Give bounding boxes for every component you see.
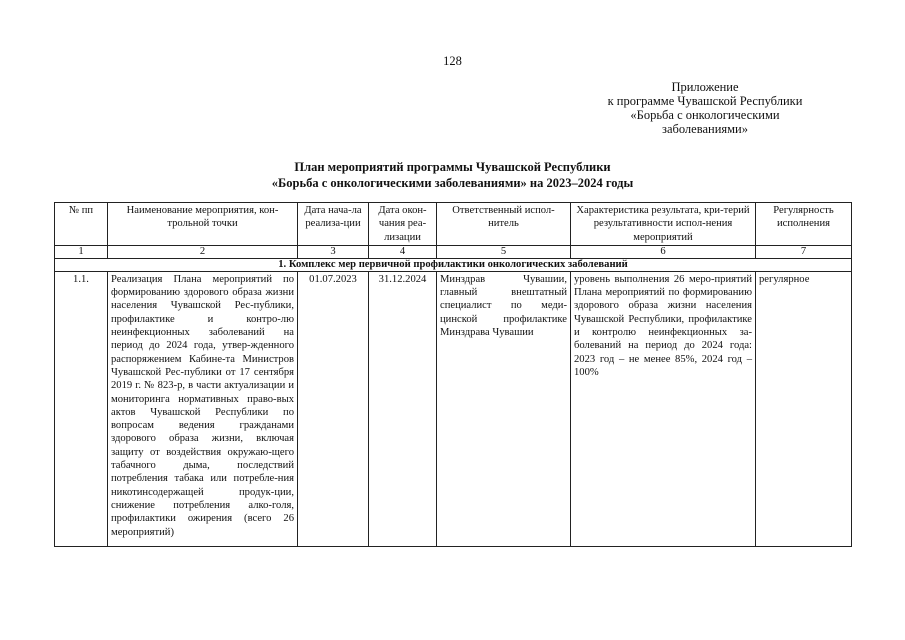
appendix-note xyxy=(575,80,835,136)
page-number: 128 xyxy=(443,54,462,68)
column-number: 3 xyxy=(298,245,369,258)
row-activity-name: Реализация Плана мероприятий по формированию здорового образа жизни населения Чувашской Рес-публики, профилактике и контро-лю неинфекционных заболеваний на период до 2024 года, утвер-жденного распоряжением Кабине-та Министров Чувашской Рес-публики от 17 сентября 2019 г. № 823-р, в части актуализации и мониторинга нормативных право-вых актов Чувашской Республики по вопросам ведения гражданами здорового образа жизни, включая защиту от воздействия окружаю-щего табачного дыма, последствий потребления табака или потребле-ния никотинсодержащей продук-ции, снижение потребления алко-голя, профилактики ожирения (всего 26 мероприятий) xyxy=(108,271,298,539)
document-title xyxy=(0,159,905,191)
appendix-line-1: Приложение xyxy=(671,80,739,94)
document-title-line-2: «Борьба с онкологическими заболеваниями» на 2023–2024 годы xyxy=(271,176,634,190)
row-end-date: 31.12.2024 xyxy=(369,271,437,539)
header-regularity: Регулярность исполнения xyxy=(756,203,852,246)
column-number-row xyxy=(55,245,852,258)
table-row-continuation xyxy=(55,540,852,547)
section-title: 1. Комплекс мер первичной профилактики онкологических заболеваний xyxy=(55,258,852,271)
column-number: 2 xyxy=(108,245,298,258)
appendix-line-3: «Борьба с онкологическими xyxy=(630,108,780,122)
header-start-date: Дата нача-ла реализа-ции xyxy=(298,203,369,246)
header-end-date: Дата окон-чания реа-лизации xyxy=(369,203,437,246)
header-executor: Ответственный испол-нитель xyxy=(437,203,571,246)
header-number: № пп xyxy=(55,203,108,246)
appendix-line-2: к программе Чувашской Республики xyxy=(607,94,803,108)
row-start-date: 01.07.2023 xyxy=(298,271,369,539)
column-number: 5 xyxy=(437,245,571,258)
header-result: Характеристика результата, кри-терий результативности испол-нения мероприятий xyxy=(571,203,756,246)
plan-table xyxy=(54,202,852,547)
row-executor: Минздрав Чувашии, главный внештатный специалист по меди-цинской профилактике Минздрава Чувашии xyxy=(437,271,571,539)
column-number: 4 xyxy=(369,245,437,258)
column-number: 6 xyxy=(571,245,756,258)
appendix-line-4: заболеваниями» xyxy=(662,122,748,136)
row-regularity: регулярное xyxy=(756,271,852,539)
row-number: 1.1. xyxy=(55,271,108,539)
header-activity-name: Наименование мероприятия, кон-трольной точки xyxy=(108,203,298,246)
document-title-line-1: План мероприятий программы Чувашской Республики xyxy=(294,160,611,174)
header-row xyxy=(55,203,852,246)
table-row xyxy=(55,271,852,539)
column-number: 7 xyxy=(756,245,852,258)
column-number: 1 xyxy=(55,245,108,258)
row-result: уровень выполнения 26 меро-приятий Плана мероприятий по формированию здорового образа жизни населения Чувашской Республики, профилактике и контролю неинфекционных за-болеваний на период до 2024 года: 2023 год – не менее 85%, 2024 год – 100% xyxy=(571,271,756,539)
section-row xyxy=(55,258,852,271)
